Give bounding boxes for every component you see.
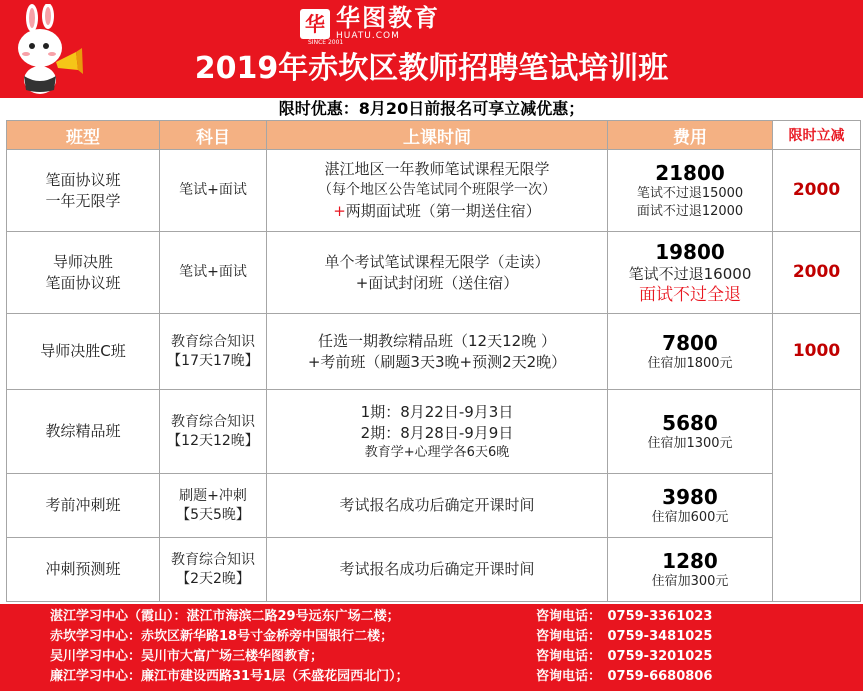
class-type-cell <box>7 150 160 232</box>
subject-cell <box>160 474 267 538</box>
price: 3980 <box>662 484 718 509</box>
subject-cell <box>160 538 267 602</box>
class-type-cell <box>7 474 160 538</box>
page-title: 2019年赤坎区教师招聘笔试培训班 <box>194 51 669 86</box>
logo-since: SINCE 2001 <box>308 39 344 46</box>
center-address: 廉江学习中心：廉江市建设西路31号1层（禾盛花园西北门）； <box>50 669 409 684</box>
schedule-cell <box>267 314 608 390</box>
schedule-line: 考试报名成功后确定开课时间 <box>339 560 535 578</box>
contact-row <box>50 647 713 667</box>
subject-line: 刷题+冲刺 <box>179 487 247 504</box>
price: 19800 <box>655 239 725 264</box>
schedule-line: 单个考试笔试课程无限学（走读） <box>324 252 550 271</box>
logo-url: HUATU.COM <box>336 31 400 41</box>
fee-cell <box>608 232 773 314</box>
discount-cell: 2000 <box>773 150 861 232</box>
schedule-line: 任选一期教综精品班（12天12晚 ） <box>318 331 556 350</box>
subject-line: 教育综合知识 <box>171 333 255 350</box>
subject-line: 【12天12晚】 <box>167 432 259 449</box>
schedule-line: 2期：8月28日-9月9日 <box>360 423 514 442</box>
schedule-line: +考前班（刷题3天3晚+预测2天2晚） <box>307 352 567 371</box>
subject-line: 【17天17晚】 <box>167 352 259 369</box>
table-row <box>7 474 861 538</box>
class-type-line: 笔面协议班 <box>45 273 121 292</box>
col-header-discount: 限时立减 <box>773 121 861 150</box>
contact-row <box>50 627 713 647</box>
price: 5680 <box>662 410 718 435</box>
class-type-line: 导师决胜 <box>52 252 113 271</box>
center-phone: 咨询电话： 0759-3361023 <box>536 609 713 624</box>
table-row <box>7 232 861 314</box>
class-type-line: 笔面协议班 <box>45 170 121 189</box>
fee-note: 笔试不过退15000 <box>636 185 744 201</box>
discount-cell-empty <box>773 390 861 602</box>
subject-line: 教育综合知识 <box>171 551 255 568</box>
contact-row <box>50 667 713 687</box>
fee-note: 住宿加1800元 <box>647 355 733 371</box>
interview-text: 两期面试班（第一期送住宿） <box>345 202 541 220</box>
fee-cell <box>608 314 773 390</box>
table-row <box>7 390 861 474</box>
plus-mark: + <box>333 202 346 220</box>
schedule-line: +面试封闭班（送住宿） <box>355 273 519 292</box>
subject-cell <box>160 390 267 474</box>
center-phone: 咨询电话： 0759-6680806 <box>536 669 713 684</box>
course-table <box>6 120 861 602</box>
fee-note: 笔试不过退16000 <box>628 264 752 283</box>
col-header-fee: 费用 <box>608 121 773 150</box>
subject-cell <box>160 150 267 232</box>
huatu-logo-icon: 华 <box>300 9 330 39</box>
col-header-subject: 科目 <box>160 121 267 150</box>
center-address: 吴川学习中心：吴川市大富广场三楼华图教育； <box>50 649 324 664</box>
schedule-line: （每个地区公告笔试同个班限学一次） <box>318 182 556 198</box>
schedule-line: 1期：8月22日-9月3日 <box>360 402 514 421</box>
col-header-type: 班型 <box>7 121 160 150</box>
fee-cell <box>608 150 773 232</box>
class-type-cell <box>7 232 160 314</box>
col-header-time: 上课时间 <box>267 121 608 150</box>
header-banner <box>0 0 863 98</box>
promo-banner: 限时优惠：8月20日前报名可享立减优惠； <box>0 98 863 120</box>
schedule-cell <box>267 538 608 602</box>
fee-cell <box>608 538 773 602</box>
discount-cell: 2000 <box>773 232 861 314</box>
class-type-line: 一年无限学 <box>45 191 121 210</box>
schedule-cell <box>267 150 608 232</box>
logo-name: 华图教育 <box>336 4 440 32</box>
fee-note: 住宿加1300元 <box>647 435 733 451</box>
class-type-line: 导师决胜C班 <box>40 342 126 360</box>
subject-cell <box>160 314 267 390</box>
fee-cell <box>608 474 773 538</box>
contact-row <box>50 607 713 627</box>
schedule-line: 湛江地区一年教师笔试课程无限学 <box>324 160 550 178</box>
class-type-cell <box>7 538 160 602</box>
subject-line: 笔试+面试 <box>179 182 247 198</box>
center-phone: 咨询电话： 0759-3201025 <box>536 649 713 664</box>
center-phone: 咨询电话： 0759-3481025 <box>536 629 713 644</box>
fee-cell <box>608 390 773 474</box>
fee-note: 住宿加600元 <box>651 509 729 525</box>
class-type-cell <box>7 314 160 390</box>
schedule-cell <box>267 390 608 474</box>
fee-note: 面试不过退12000 <box>636 203 744 219</box>
table-row <box>7 538 861 602</box>
table-row <box>7 314 861 390</box>
center-address: 赤坎学习中心：赤坎区新华路18号寸金桥旁中国银行二楼； <box>50 629 394 644</box>
subject-line: 【2天2晚】 <box>176 570 250 587</box>
class-type-line: 冲刺预测班 <box>45 560 121 578</box>
subject-line: 笔试+面试 <box>179 264 247 280</box>
class-type-line: 考前冲刺班 <box>45 496 121 514</box>
schedule-cell <box>267 474 608 538</box>
footer-contacts <box>0 604 863 691</box>
class-type-line: 教综精品班 <box>45 422 121 440</box>
fee-note-red: 面试不过全退 <box>639 284 741 305</box>
schedule-line: 考试报名成功后确定开课时间 <box>339 496 535 514</box>
discount-cell: 1000 <box>773 314 861 390</box>
center-address: 湛江学习中心（霞山）：湛江市海滨二路29号远东广场二楼； <box>50 609 400 624</box>
subject-line: 教育综合知识 <box>171 413 255 430</box>
table-header-row <box>7 121 861 150</box>
subject-cell <box>160 232 267 314</box>
schedule-note: 教育学+心理学各6天6晚 <box>364 444 510 460</box>
price: 7800 <box>662 330 718 355</box>
class-type-cell <box>7 390 160 474</box>
huatu-logo <box>300 4 490 44</box>
schedule-line-interview <box>267 201 607 222</box>
price: 21800 <box>655 160 725 185</box>
price: 1280 <box>662 548 718 573</box>
subject-line: 【5天5晚】 <box>176 506 250 523</box>
fee-note: 住宿加300元 <box>651 573 729 589</box>
table-row <box>7 150 861 232</box>
schedule-cell <box>267 232 608 314</box>
